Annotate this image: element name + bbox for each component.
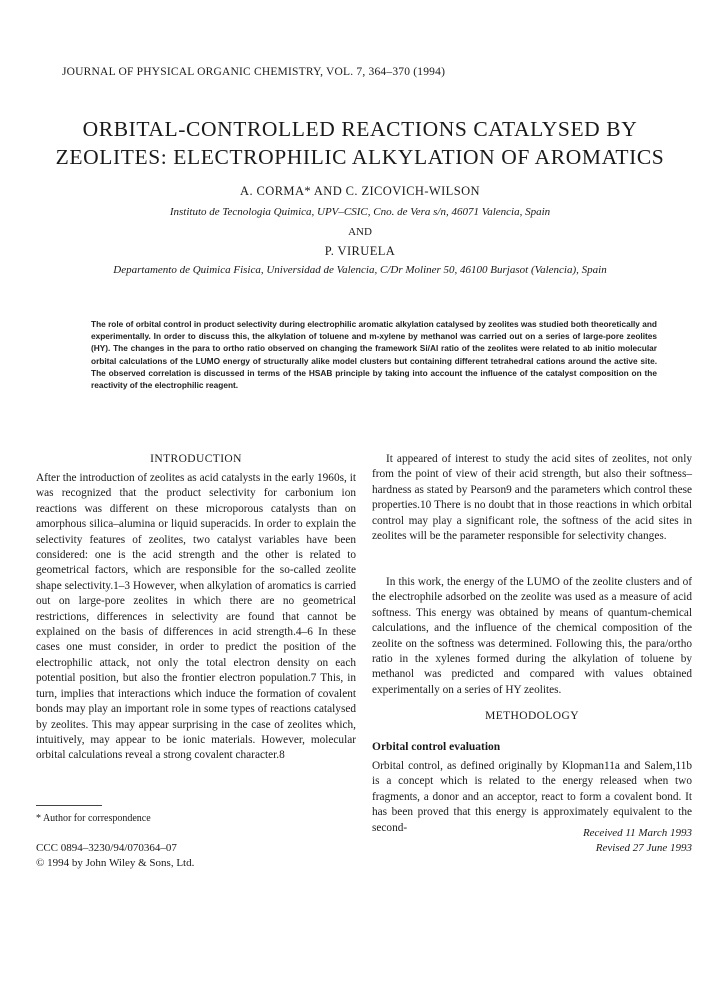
introduction-heading: INTRODUCTION: [150, 453, 242, 465]
right-paragraph-3: Orbital control, as defined originally by Klopman11a and Salem,11b is a concept which is related to the energy released when two fragments, a donor and an acceptor, react to form a covalent bond. It has been proved that this energy is approximately equivalent to the second-: [372, 760, 692, 834]
ccc-code: CCC 0894–3230/94/070364–07: [36, 842, 177, 854]
methodology-heading: METHODOLOGY: [485, 710, 579, 722]
author-names-2: P. VIRUELA: [324, 244, 396, 258]
author-names-1: A. CORMA* AND C. ZICOVICH-WILSON: [240, 184, 480, 198]
abstract: The role of orbital control in product selectivity during electrophilic aromatic alkylation catalysed by zeolites was studied both theoretically and experimentally. In order to discuss this, the alkylation of toluene and m-xylene by methanol was carried out on a series of large-pore zeolites (HY). The changes in the para to ortho ratio observed on changing the framework Si/Al ratio of the zeolites were related to ab initio molecular orbital calculations of the LUMO energy of structurally alike model clusters but containing different tetrahedral cations around the active site. The observed correlation is discussed in terms of the HSAB principle by taking into account the influence of the catalyst composition on the reactivity of the electrophilic reagent.: [91, 319, 657, 391]
author-conjunction: AND: [348, 226, 372, 238]
orbital-control-subheading: Orbital control evaluation: [372, 741, 501, 753]
article-title-line-1: ORBITAL-CONTROLLED REACTIONS CATALYSED BY: [82, 117, 638, 141]
correspondence-footnote: * Author for correspondence: [36, 813, 151, 824]
right-paragraph-2: In this work, the energy of the LUMO of the zeolite clusters and of the electrophile adsorbed on the zeolite was used as a measure of acid softness. This energy was obtained by means of quantum-chemical calculations, and the influence of the chemical composition of the zeolite on the softness was determined. Following this, the para/ortho ratio in the xylenes formed during the alkylation of toluene by methanol was predicted and compared with values obtained experimentally on a series of HY zeolites.: [372, 576, 692, 696]
affiliation-2: Departamento de Quimica Fisica, Universidad de Valencia, C/Dr Moliner 50, 46100 Burjasot (Valencia), Spain: [113, 264, 607, 276]
copyright-notice: © 1994 by John Wiley & Sons, Ltd.: [36, 857, 195, 869]
introduction-paragraph: After the introduction of zeolites as acid catalysts in the early 1960s, it was recognized that the product selectivity for carbonium ion reactions was different on these microporous catalysts than on amorphous silica–alumina or liquid superacids. In order to explain the selectivity features of zeolites, two catalyst variables have been considered: one is the acid strength and the other is related to geometrical factors, which are responsible for the so-called zeolite shape selectivity.1–3 However, when alkylation of aromatics is carried out on large-pore zeolites in which there are no geometrical restrictions, differences in selectivity are found that cannot be explained on the basis of differences in acid strength.4–6 In these cases one must consider, in order to predict the position of the electrophilic attack, not only the total electron density on each potential position, but also the frontier electron population.7 This, in turn, implies that interactions which induce the formation of covalent bonds may play an important role in some types of reactions catalysed by zeolites. This may appear surprising in the case of zeolites which, intuitively, may appear to be ionic materials. However, molecular orbital calculations reveal a strong covalent character.8: [36, 472, 356, 762]
revised-date: Revised 27 June 1993: [595, 842, 692, 854]
right-paragraph-1: It appeared of interest to study the acid sites of zeolites, not only from the point of view of their acid strength, but also their softness–hardness as stated by Pearson9 and the parameters which control these properties.10 There is no doubt that in those reactions in which orbital control may play a significant role, the softness of the acid sites in zeolites will be the parameter responsible for selectivity changes.: [372, 453, 692, 543]
affiliation-1: Instituto de Tecnologia Quimica, UPV–CSIC, Cno. de Vera s/n, 46071 Valencia, Spain: [169, 206, 551, 218]
received-date: Received 11 March 1993: [582, 827, 692, 839]
journal-header: JOURNAL OF PHYSICAL ORGANIC CHEMISTRY, VOL. 7, 364–370 (1994): [62, 66, 446, 78]
footnote-divider: [36, 805, 102, 806]
article-title-line-2: ZEOLITES: ELECTROPHILIC ALKYLATION OF AROMATICS: [55, 145, 665, 169]
